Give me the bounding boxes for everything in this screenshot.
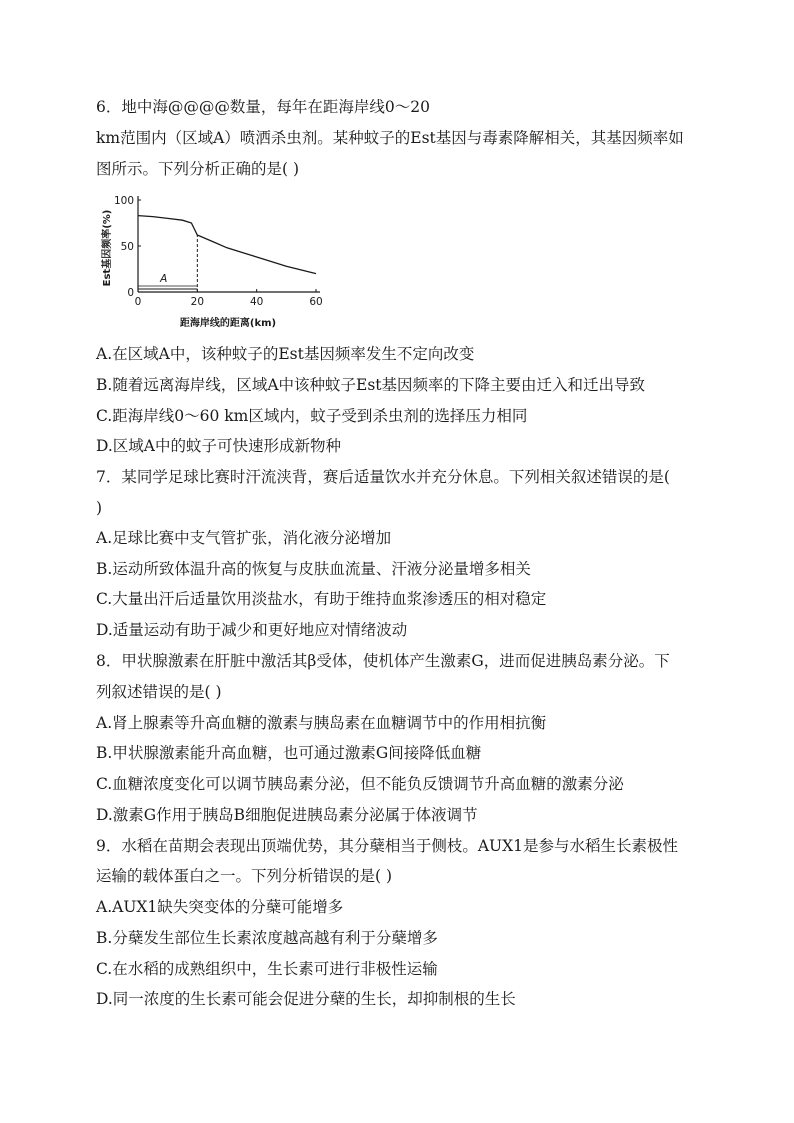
q7-option-d: D.适量运动有助于减少和更好地应对情绪波动 <box>96 621 408 639</box>
y-tick-label: 50 <box>120 241 134 253</box>
q8-stem-line2: 列叙述错误的是( ) <box>96 683 222 701</box>
q9-option-d: D.同一浓度的生长素可能会促进分蘖的生长，却抑制根的生长 <box>96 990 516 1008</box>
q8-stem-line1: 8．甲状腺激素在肝脏中激活其β受体，使机体产生激素G，进而促进胰岛素分泌。下 <box>96 652 670 670</box>
q7-option-b: B.运动所致体温升高的恢复与皮肤血流量、汗液分泌量增多相关 <box>96 560 531 578</box>
y-tick-label: 0 <box>127 287 134 299</box>
q9-option-a: A.AUX1缺失突变体的分蘖可能增多 <box>96 898 344 916</box>
chart-svg <box>98 190 330 332</box>
region-a-marker <box>138 273 197 289</box>
q7-option-c: C.大量出汗后适量饮用淡盐水，有助于维持血浆渗透压的相对稳定 <box>96 590 547 608</box>
q9-option-c: C.在水稻的成熟组织中，生长素可进行非极性运输 <box>96 960 438 978</box>
q6-option-c: C.距海岸线0～60 km区域内，蚊子受到杀虫剂的选择压力相同 <box>96 407 528 425</box>
q8-option-c: C.血糖浓度变化可以调节胰岛素分泌，但不能负反馈调节升高血糖的激素分泌 <box>96 775 624 793</box>
y-axis-label: Est基因频率(%) <box>102 209 113 287</box>
q9-stem-line2: 运输的载体蛋白之一。下列分析错误的是( ) <box>96 867 393 885</box>
x-axis-label: 距海岸线的距离(km) <box>179 318 277 329</box>
x-tick-label: 0 <box>134 296 142 308</box>
est-frequency-line <box>138 216 316 274</box>
q7-option-a: A.足球比赛中支气管扩张，消化液分泌增加 <box>96 529 392 547</box>
q9-stem-line1: 9．水稻在苗期会表现出顶端优势，其分蘖相当于侧枝。AUX1是参与水稻生长素极性 <box>96 837 679 855</box>
q8-option-a: A.肾上腺素等升高血糖的激素与胰岛素在血糖调节中的作用相抗衡 <box>96 714 547 732</box>
q7-stem-line1: 7．某同学足球比赛时汗流浃背，赛后适量饮水并充分休息。下列相关叙述错误的是( <box>96 468 670 486</box>
x-tick-label: 40 <box>249 296 264 308</box>
q8-option-b: B.甲状腺激素能升高血糖，也可通过激素G间接降低血糖 <box>96 744 482 762</box>
q6-stem-line2: km范围内（区域A）喷洒杀虫剂。某种蚊子的Est基因与毒素降解相关，其基因频率如 <box>96 129 684 147</box>
q6-option-d: D.区域A中的蚊子可快速形成新物种 <box>96 437 341 455</box>
q9-option-b: B.分蘖发生部位生长素浓度越高越有利于分蘖增多 <box>96 929 438 947</box>
q6-stem-line1: 6．地中海@@@@数量，每年在距海岸线0～20 <box>96 98 430 116</box>
q6-option-a: A.在区域A中，该种蚊子的Est基因频率发生不定向改变 <box>96 345 475 363</box>
x-tick-label: 60 <box>309 296 323 308</box>
x-tick-label: 20 <box>190 296 205 308</box>
q6-stem-line3: 图所示。下列分析正确的是( ) <box>96 160 300 178</box>
chart-ticks <box>114 195 323 308</box>
y-tick-label: 100 <box>113 195 134 207</box>
est-frequency-chart <box>98 190 330 332</box>
q7-stem-line2: ) <box>96 499 103 517</box>
q6-option-b: B.随着远离海岸线，区域A中该种蚊子Est基因频率的下降主要由迁入和迁出导致 <box>96 376 646 394</box>
q8-option-d: D.激素G作用于胰岛B细胞促进胰岛素分泌属于体液调节 <box>96 806 478 824</box>
region-a-label: A <box>160 273 168 285</box>
